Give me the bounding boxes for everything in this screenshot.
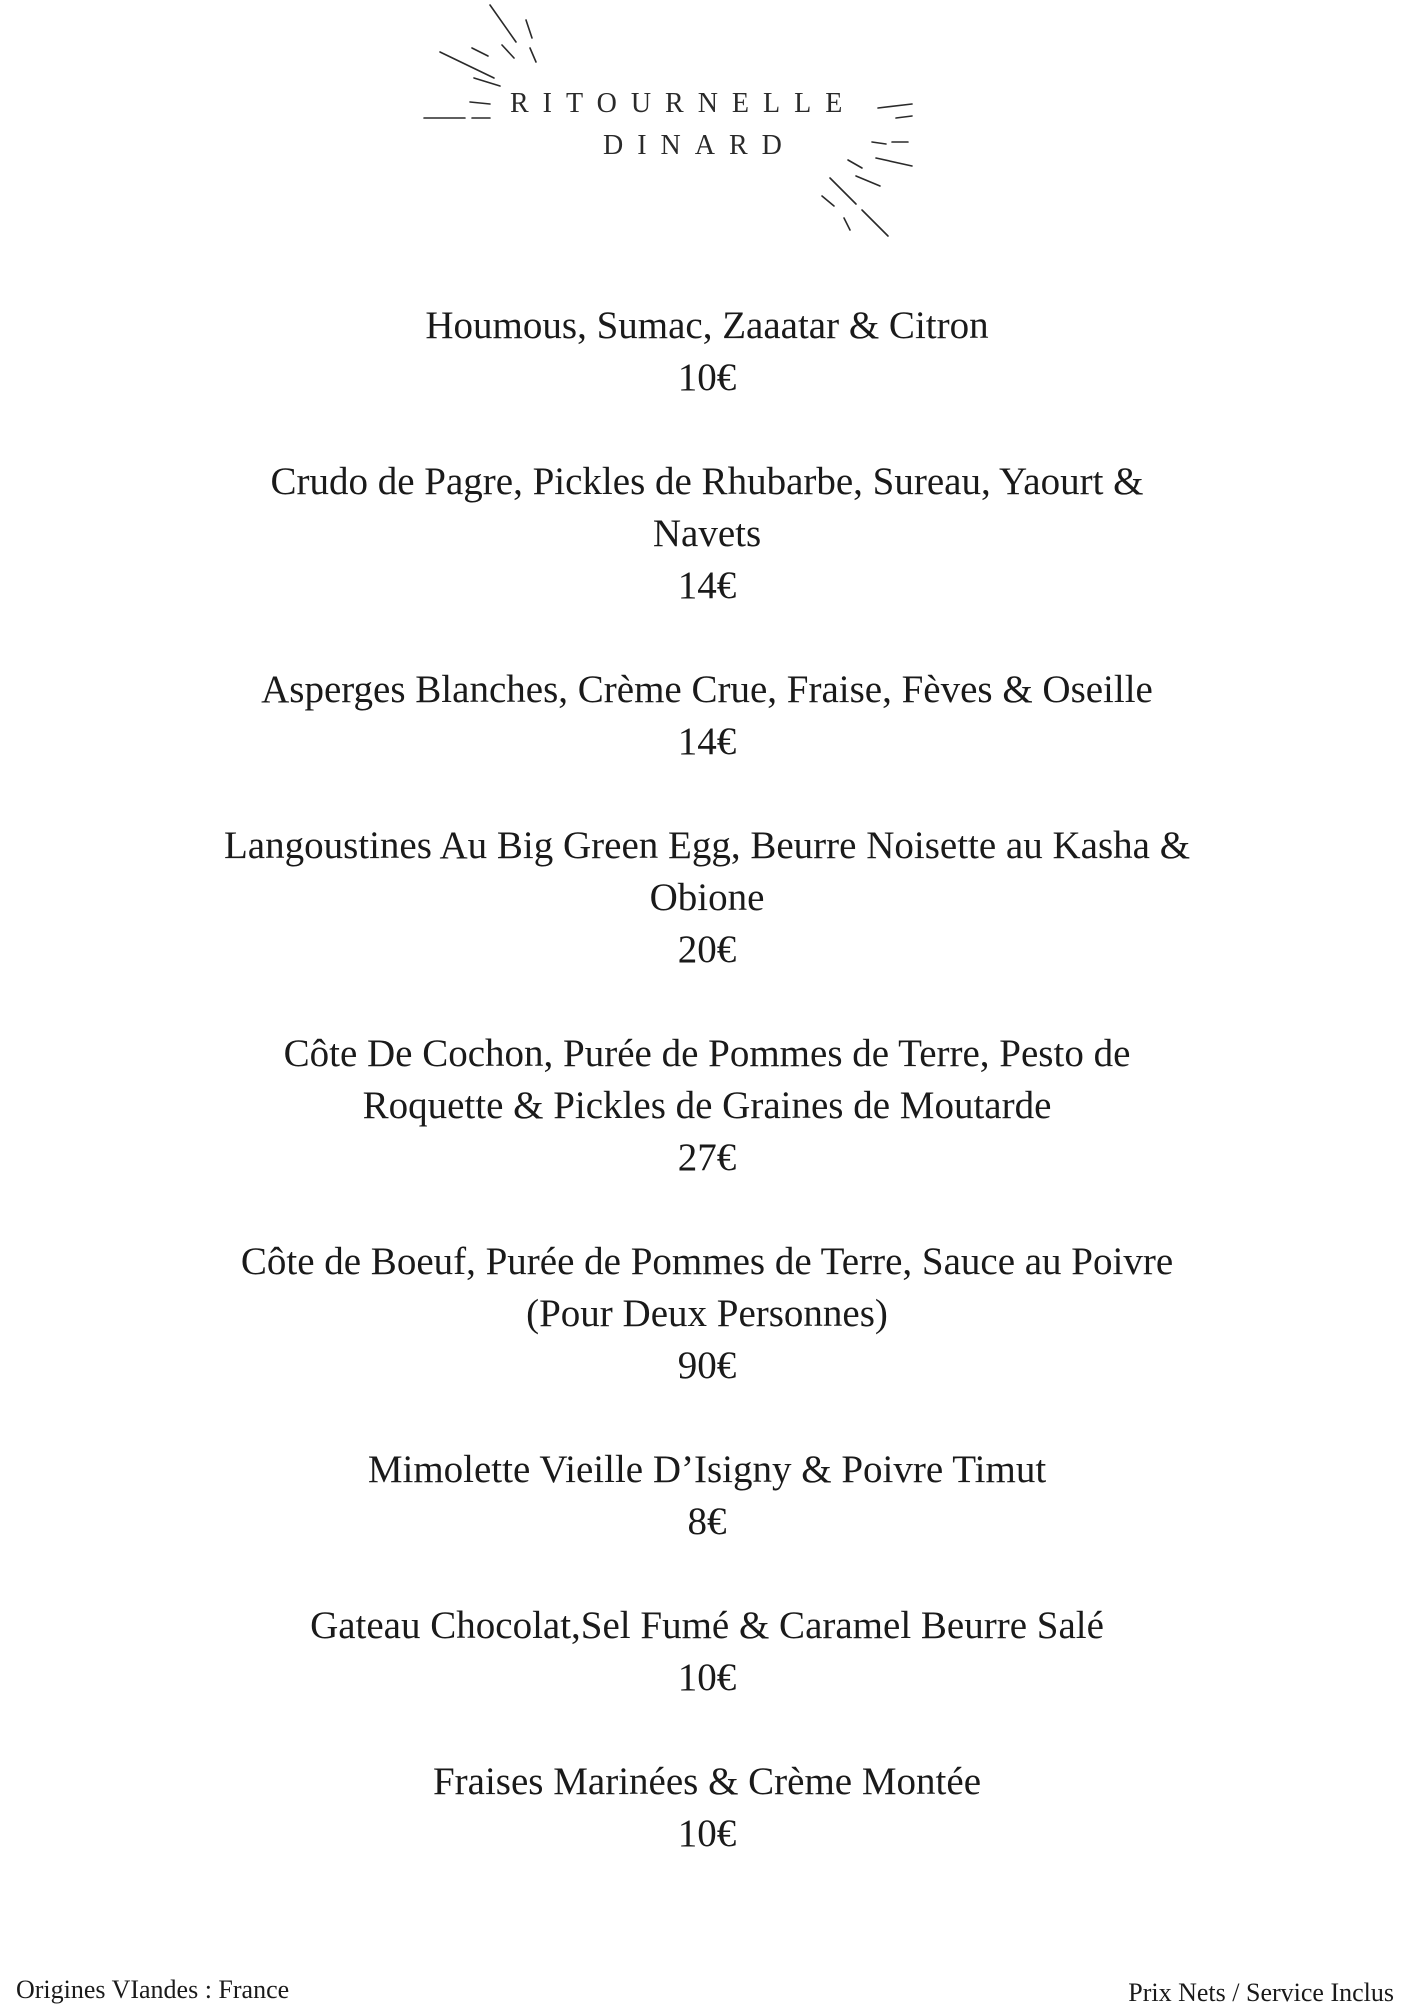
dish-name: Gateau Chocolat,Sel Fumé & Caramel Beurre Salé xyxy=(310,1604,1104,1647)
menu-item xyxy=(150,300,1264,404)
menu-item xyxy=(150,1600,1264,1704)
meat-origin-note: Origines VIandes : France xyxy=(16,1975,290,2004)
dish-price: 14€ xyxy=(677,720,737,763)
logo-location: DINARD xyxy=(603,130,796,161)
menu-item xyxy=(150,664,1264,768)
dish-name: Langoustines Au Big Green Egg, Beurre Noisette au Kasha & Obione xyxy=(223,824,1191,919)
restaurant-logo xyxy=(410,0,950,250)
dish-name: Côte De Cochon, Purée de Pommes de Terre, Pesto de Roquette & Pickles de Graines de Moutarde xyxy=(283,1032,1131,1127)
dish-name: Côte de Boeuf, Purée de Pommes de Terre, Sauce au Poivre (Pour Deux Personnes) xyxy=(240,1240,1174,1335)
dish-price: 20€ xyxy=(677,928,737,971)
pricing-note: Prix Nets / Service Inclus xyxy=(1128,1978,1394,2007)
dish-price: 27€ xyxy=(677,1136,737,1179)
dish-price: 8€ xyxy=(687,1500,727,1543)
menu-item xyxy=(150,1444,1264,1548)
dish-price: 90€ xyxy=(677,1344,737,1387)
dish-price: 10€ xyxy=(677,1656,737,1699)
dish-price: 14€ xyxy=(677,564,737,607)
logo-name: RITOURNELLE xyxy=(510,88,857,119)
dish-price: 10€ xyxy=(677,1812,737,1855)
dish-name: Asperges Blanches, Crème Crue, Fraise, Fèves & Oseille xyxy=(261,668,1153,711)
menu-list xyxy=(150,300,1264,1912)
sunburst-lines-graphic xyxy=(410,0,950,250)
dish-name: Mimolette Vieille D’Isigny & Poivre Timut xyxy=(367,1448,1047,1491)
menu-item xyxy=(150,1756,1264,1860)
menu-item xyxy=(150,1236,1264,1392)
dish-name: Crudo de Pagre, Pickles de Rhubarbe, Sureau, Yaourt & Navets xyxy=(270,460,1144,555)
dish-name: Fraises Marinées & Crème Montée xyxy=(432,1760,982,1803)
menu-item xyxy=(150,1028,1264,1184)
dish-price: 10€ xyxy=(677,356,737,399)
menu-item xyxy=(150,820,1264,976)
menu-item xyxy=(150,456,1264,612)
dish-name: Houmous, Sumac, Zaaatar & Citron xyxy=(425,304,989,347)
